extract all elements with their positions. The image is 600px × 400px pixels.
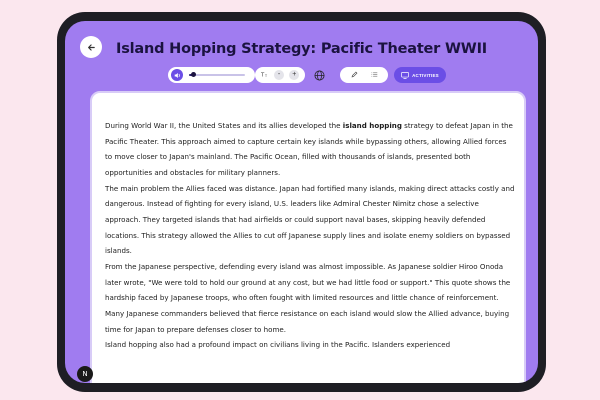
article-card [90, 91, 526, 383]
reader-toolbar [65, 67, 538, 83]
paragraph-1-text-end: strategy to defeat Japan in the Pacific Theater. This approach aimed to capture certain key islands while bypassing others, allowing Allied forces to move closer to Japan's mainland. The Pacific Ocean, filled with thousands of islands, presented both opportunities and obstacles for military planners. [105, 121, 513, 177]
svg-text:T: T [264, 73, 267, 78]
svg-text:T: T [260, 72, 264, 78]
audio-progress-track[interactable] [189, 74, 245, 76]
text-size-controls [255, 67, 333, 83]
increase-text-button[interactable]: + [289, 70, 299, 80]
pencil-icon[interactable] [351, 71, 358, 80]
decrease-text-button[interactable]: - [274, 70, 284, 80]
activities-icon [401, 72, 409, 79]
paragraph-1-text: During World War II, the United States and its allies developed the [105, 121, 343, 130]
n-badge[interactable]: N [77, 366, 93, 382]
audio-player [168, 67, 255, 83]
paragraph-1 [105, 118, 515, 181]
page-title: Island Hopping Strategy: Pacific Theater WWII [116, 41, 487, 57]
activities-button[interactable] [394, 67, 446, 83]
text-size-icon [261, 71, 269, 80]
speaker-icon [174, 72, 181, 79]
app-screen [65, 21, 538, 383]
article-body [105, 118, 515, 353]
paragraph-3: From the Japanese perspective, defending every island was almost impossible. As Japanese soldier Hiroo Onoda later wrote, "We were told to hold our ground at any cost, but we had little food or support." This quote shows the hardship faced by Japanese troops, who often fought with limited resources and little chance of reinforcement. Many Japanese commanders believed that fierce resistance on each island would slow the Allied advance, buying time for Japan to prepare defenses closer to home. [105, 261, 511, 334]
annotation-tools [340, 67, 388, 83]
globe-icon[interactable] [312, 68, 326, 82]
audio-progress-handle[interactable] [191, 72, 196, 77]
text-size-pill [255, 67, 305, 83]
key-term: island hopping [342, 121, 402, 130]
list-icon[interactable] [371, 71, 378, 80]
paragraph-4: Island hopping also had a profound impact on civilians living in the Pacific. Islanders experienced [105, 340, 451, 350]
paragraph-2: The main problem the Allies faced was distance. Japan had fortified many islands, making direct attacks costly and dangerous. Instead of fighting for every island, U.S. leaders like Admiral Chester Nimitz chose a selective approach. They targeted islands that had airfields or could support naval bases, skipping heavily defended locations. This strategy allowed the Allies to cut off Japanese supply lines and isolate enemy soldiers on bypassed islands. [105, 183, 515, 256]
volume-icon[interactable] [171, 69, 183, 81]
tablet-frame [57, 12, 546, 392]
activities-label: ACTIVITIES [412, 72, 439, 78]
